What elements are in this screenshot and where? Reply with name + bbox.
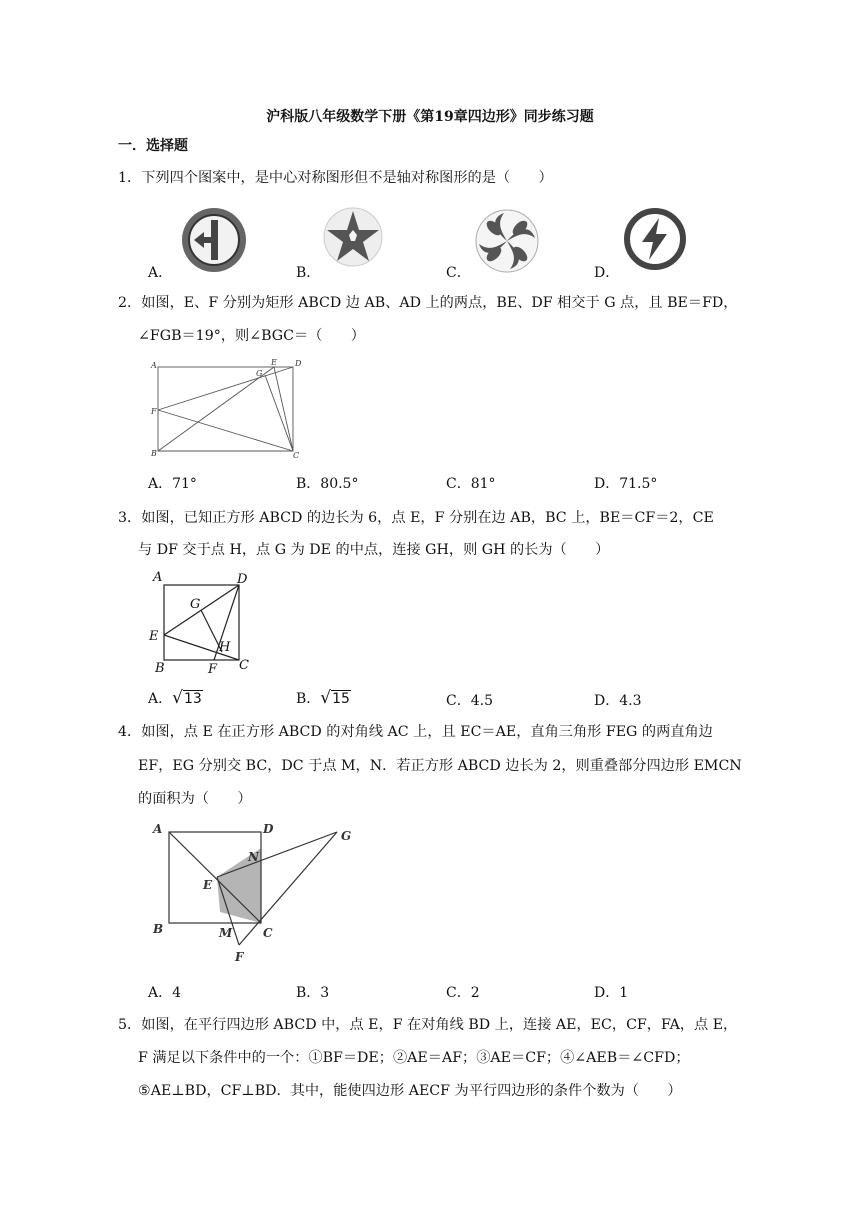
q1-option-d[interactable]: D． [594,265,620,281]
page-title: 沪科版八年级数学下册《第19章四边形》同步练习题 [266,109,594,125]
q2-label-d: D [295,359,302,368]
question-2-line1: 2．如图，E、F 分别为矩形 ABCD 边 AB、AD 上的两点，BE、DF 相交于 G 点，且 BE＝FD， [118,295,738,311]
q2-label-g: G [256,369,263,378]
q1-option-c[interactable]: C． [446,265,471,281]
q3-label-a: A [153,570,163,585]
question-5-line3: ⑤AE⊥BD，CF⊥BD．其中，能使四边形 AECF 为平行四边形的条件个数为（ ） [138,1083,682,1099]
q3-sqrt-a: 13 [183,691,202,707]
q3-label-g: G [190,597,201,612]
question-3-line2: 与 DF 交于点 H，点 G 为 DE 的中点，连接 GH，则 GH 的长为（ ） [138,542,610,558]
q2-label-f: F [151,407,157,416]
q4-label-d: D [263,822,274,836]
q4-label-f: F [235,950,244,964]
question-3-line1: 3．如图，已知正方形 ABCD 的边长为 6，点 E，F 分别在边 AB，BC 上，BE＝CF＝2，CE [118,510,714,526]
q3-square-figure [145,566,255,676]
q3-option-d[interactable]: D．4.3 [594,693,642,709]
q2-label-b: B [151,449,157,458]
q2-option-d[interactable]: D．71.5° [594,476,658,492]
q2-label-c: C [293,451,300,460]
q4-label-g: G [341,829,352,843]
q4-option-a[interactable]: A．4 [148,985,182,1001]
question-2-line2: ∠FGB＝19°，则∠BGC＝（ ） [138,328,365,344]
q3-label-f: F [208,662,218,676]
q4-option-b[interactable]: B．3 [296,985,330,1001]
q1-option-b[interactable]: B． [296,265,321,281]
q2-rectangle-figure [145,354,315,462]
q3-sqrt-b: 15 [332,691,350,707]
section-heading: 一．选择题 [118,138,188,154]
lightning-icon [622,206,688,272]
question-1-text: 1．下列四个图案中，是中心对称图形但不是轴对称图形的是（ ） [118,170,553,186]
q4-square-figure [145,815,365,970]
q3-label-h: H [219,640,231,655]
q4-option-d[interactable]: D．1 [594,985,629,1001]
q3-label-d: D [237,572,248,587]
sign-arrow-icon [180,206,248,274]
q1-option-a[interactable]: A． [148,265,173,281]
q3-label-b: B [155,661,165,676]
q2-option-c[interactable]: C．81° [446,476,496,492]
q4-label-n: N [248,850,259,864]
q2-option-a[interactable]: A．71° [148,476,197,492]
q4-label-e: E [203,878,213,892]
q3-option-a[interactable]: A．√13 [148,688,202,708]
question-5-line1: 5．如图，在平行四边形 ABCD 中，点 E，F 在对角线 BD 上，连接 AE，EC，CF，FA，点 E， [118,1017,738,1033]
question-4-line1: 4．如图，点 E 在正方形 ABCD 的对角线 AC 上，且 EC＝AE，直角三角形 FEG 的两直角边 [118,724,713,740]
question-4-line2: EF，EG 分别交 BC，DC 于点 M，N．若正方形 ABCD 边长为 2，则重叠部分四边形 EMCN [138,758,742,774]
star-pattern-icon [322,206,384,268]
q2-option-b[interactable]: B．80.5° [296,476,359,492]
q3-label-c: C [239,658,249,673]
q4-label-a: A [153,822,163,836]
q2-label-e: E [271,358,277,367]
q2-label-a: A [151,361,157,370]
q3-option-b[interactable]: B．√15 [296,688,350,708]
petal-pattern-icon [474,208,540,274]
q4-label-b: B [153,922,164,936]
question-5-line2: F 满足以下条件中的一个：①BF＝DE；②AE＝AF；③AE＝CF；④∠AEB＝∠CFD； [138,1050,690,1066]
q4-label-c: C [263,926,273,940]
q3-option-c[interactable]: C．4.5 [446,693,493,709]
question-4-line3: 的面积为（ ） [138,791,252,807]
q4-option-c[interactable]: C．2 [446,985,480,1001]
q4-label-m: M [219,926,233,940]
q3-label-e: E [149,629,159,644]
